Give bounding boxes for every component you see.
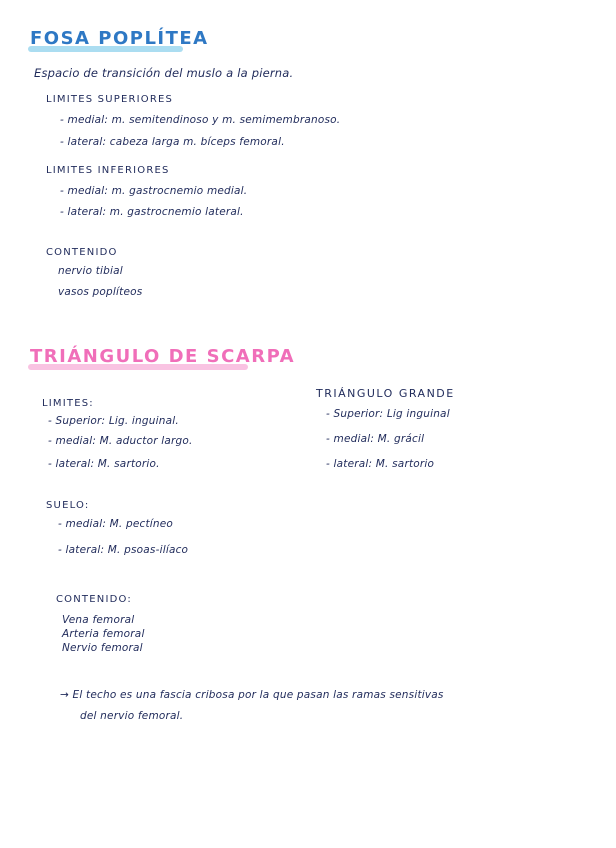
limites-lateral-text: - lateral: M. sartorio.: [48, 458, 160, 470]
triangulo-grande-heading: TRIÁNGULO GRANDE: [316, 387, 455, 400]
note-line-2: del nervio femoral.: [80, 710, 184, 722]
limites-inferiores-heading: LIMITES INFERIORES: [46, 165, 170, 176]
section-title-triangulo-scarpa: TRIÁNGULO DE SCARPA: [30, 346, 296, 367]
note-line-1: → El techo es una fascia cribosa por la que pasan las ramas sensitivas: [60, 689, 444, 701]
inf-lateral-text: - lateral: m. gastrocnemio lateral.: [60, 206, 244, 218]
limites-superior-text: - Superior: Lig. inguinal.: [48, 415, 179, 427]
limites-medial-text: - medial: M. aductor largo.: [48, 435, 193, 447]
suelo-medial-text: - medial: M. pectíneo: [58, 518, 174, 530]
sup-lateral-text: - lateral: cabeza larga m. bíceps femoral.: [60, 136, 285, 148]
contenido-item: vasos poplíteos: [58, 286, 143, 298]
suelo-lateral-text: - lateral: M. psoas-ilíaco: [58, 544, 189, 556]
grande-lateral-text: - lateral: M. sartorio: [326, 458, 435, 470]
contenido-item: Nervio femoral: [62, 642, 143, 654]
contenido-item: nervio tibial: [58, 265, 123, 277]
limites-superiores-heading: LIMITES SUPERIORES: [46, 94, 174, 105]
grande-superior-text: - Superior: Lig inguinal: [326, 408, 450, 420]
contenido-heading: CONTENIDO:: [56, 594, 132, 605]
section-title-fosa-poplitea: FOSA POPLÍTEA: [30, 28, 209, 49]
suelo-heading: SUELO:: [46, 500, 90, 511]
limites-heading: LIMITES:: [42, 398, 94, 409]
grande-medial-text: - medial: M. grácil: [326, 433, 425, 445]
intro-text: Espacio de transición del muslo a la pierna.: [34, 66, 294, 80]
contenido-item: Vena femoral: [62, 614, 135, 626]
contenido-heading: CONTENIDO: [46, 247, 118, 258]
sup-medial-text: - medial: m. semitendinoso y m. semimembranoso.: [60, 114, 341, 126]
inf-medial-text: - medial: m. gastrocnemio medial.: [60, 185, 248, 197]
contenido-item: Arteria femoral: [62, 628, 145, 640]
